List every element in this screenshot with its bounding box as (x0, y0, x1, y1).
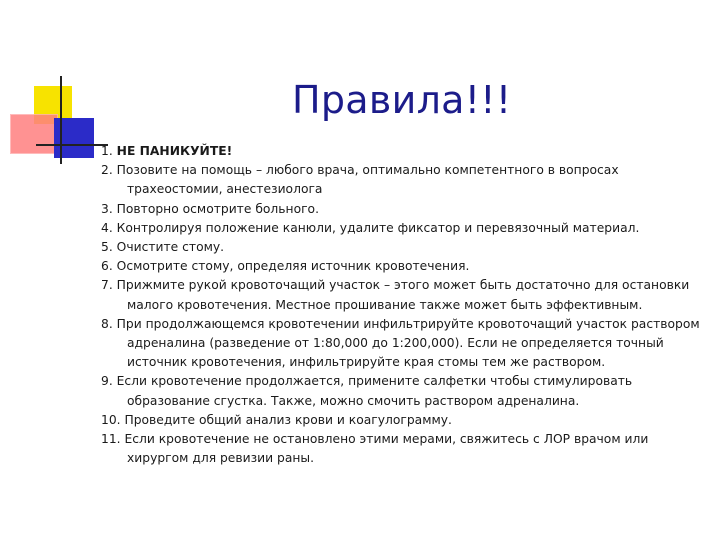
item-number: 10. (101, 412, 125, 427)
item-number: 6. (101, 259, 117, 274)
item-number: 7. (101, 278, 117, 293)
list-item (101, 257, 711, 276)
list-item (101, 161, 711, 199)
item-text: Прижмите рукой кровоточащий участок – этого может быть достаточно для остановки малого кровотечения. Местное прошивание также может быть эффективным. (116, 278, 690, 312)
list-item (101, 238, 711, 257)
vertical-line (60, 76, 62, 164)
list-item (101, 315, 711, 373)
item-number: 1. (101, 144, 117, 158)
item-text: При продолжающемся кровотечении инфильтрируйте кровоточащий участок раствором адреналина (разведение от 1:80,000 до 1:200,000). Если не определяется точный источник кровотечения, инфильтрируйте края стомы тем же раствором. (116, 316, 700, 370)
list-item (101, 411, 711, 430)
list-item (101, 142, 711, 161)
list-item (101, 200, 711, 219)
item-text: Осмотрите стому, определяя источник кровотечения. (116, 259, 470, 274)
item-number: 2. (101, 163, 117, 178)
item-number: 11. (101, 432, 125, 447)
item-text: Позовите на помощь – любого врача, оптимально компетентного в вопросах трахеостомии, анестезиолога (116, 163, 619, 197)
item-text: Если кровотечение не остановлено этими мерами, свяжитесь с ЛОР врачом или хирургом для ревизии раны. (124, 432, 649, 466)
red-square (10, 114, 58, 154)
item-number: 8. (101, 316, 117, 331)
rules-list (101, 142, 711, 468)
list-item (101, 219, 711, 238)
item-text: Очистите стому. (116, 240, 225, 255)
item-text: Повторно осмотрите больного. (116, 201, 319, 216)
item-text: Проведите общий анализ крови и коагулограмму. (124, 412, 452, 427)
horizontal-line (36, 144, 108, 146)
item-number: 5. (101, 240, 117, 255)
item-number: 3. (101, 201, 117, 216)
list-item (101, 372, 711, 410)
list-item (101, 430, 711, 468)
item-text: Если кровотечение продолжается, примените салфетки чтобы стимулировать образование сгустка. Также, можно смочить раствором адреналина. (116, 374, 633, 408)
item-text: Контролируя положение канюли, удалите фиксатор и перевязочный материал. (116, 220, 640, 235)
list-item (101, 276, 711, 314)
slide-title: Правила!!! (292, 78, 512, 122)
corner-decoration (0, 0, 110, 170)
item-text: НЕ ПАНИКУЙТЕ! (116, 144, 233, 158)
item-number: 4. (101, 220, 117, 235)
item-number: 9. (101, 374, 117, 389)
